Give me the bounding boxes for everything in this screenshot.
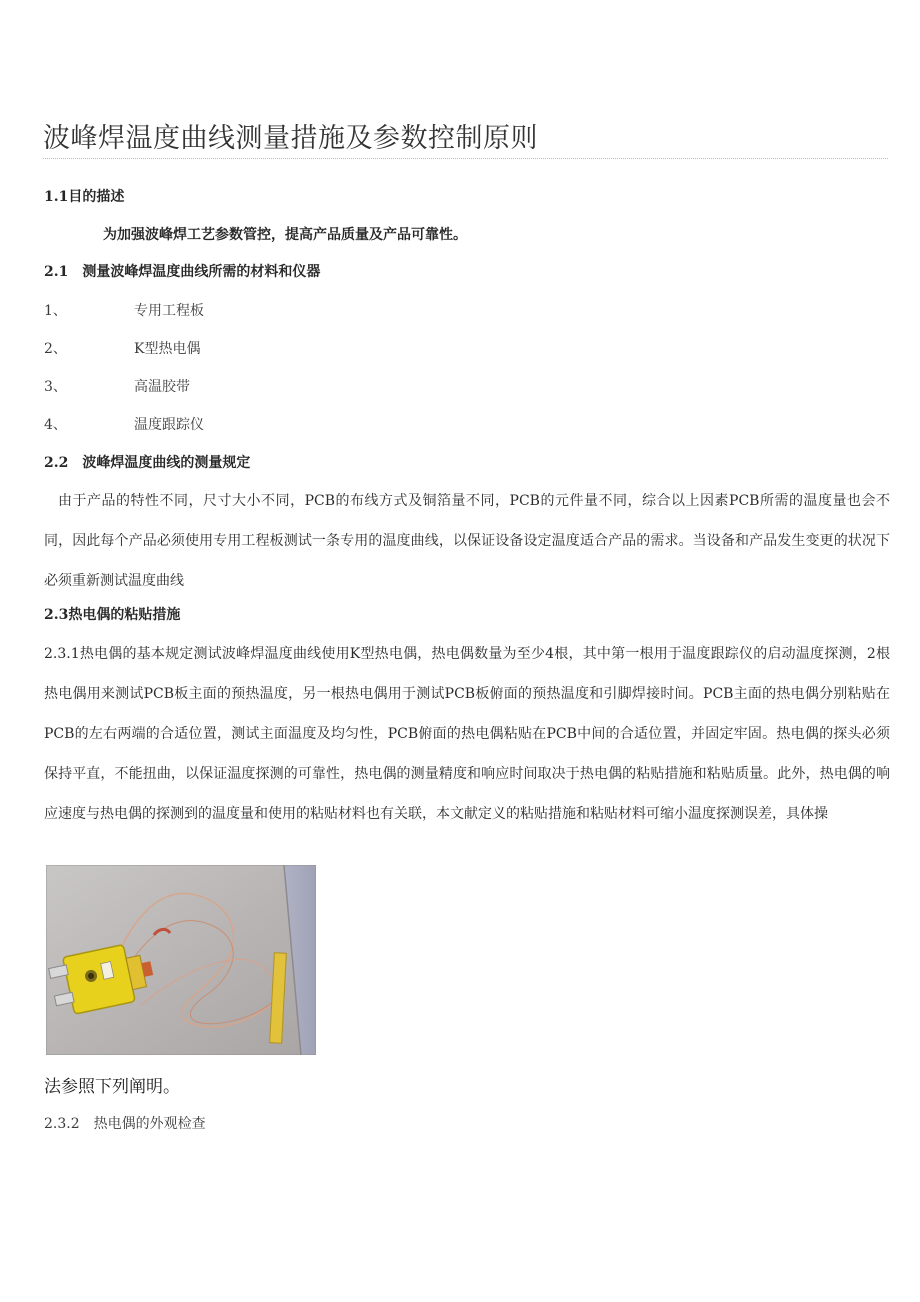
material-number: 3、	[44, 379, 67, 395]
material-label: 专用工程板	[134, 303, 204, 319]
section-2-1-heading: 2.1 测量波峰焊温度曲线所需的材料和仪器	[44, 264, 321, 280]
material-number: 1、	[44, 303, 67, 319]
section-1-1-heading: 1.1目的描述	[44, 189, 125, 205]
material-number: 2、	[44, 341, 67, 357]
continuation-text: 法参照下列阐明。	[44, 1077, 180, 1097]
material-label: 高温胶带	[134, 379, 190, 395]
material-item-3	[44, 377, 190, 397]
section-2-3-heading: 2.3热电偶的粘贴措施	[44, 607, 181, 623]
material-label: 温度跟踪仪	[134, 417, 204, 433]
section-2-2-body: 由于产品的特性不同，尺寸大小不同，PCB的布线方式及铜箔量不同，PCB的元件量不同，综合以上因素PCB所需的温度量也会不同，因此每个产品必须使用专用工程板测试一条专用的温度曲线，以保证设备设定温度适合产品的需求。当设备和产品发生变更的状况下必须重新测试温度曲线	[44, 493, 890, 589]
section-2-2-heading: 2.2 波峰焊温度曲线的测量规定	[44, 455, 251, 471]
title-divider	[43, 158, 888, 159]
material-number: 4、	[44, 417, 67, 433]
thermocouple-photo	[46, 865, 316, 1055]
material-label: K型热电偶	[134, 341, 201, 357]
material-item-1	[44, 301, 204, 321]
material-item-4	[44, 415, 204, 435]
section-2-3-2-heading: 2.3.2 热电偶的外观检查	[44, 1116, 206, 1132]
material-item-2	[44, 339, 200, 359]
section-2-3-1-body: 2.3.1热电偶的基本规定测试波峰焊温度曲线使用K型热电偶，热电偶数量为至少4根，其中第一根用于温度跟踪仪的启动温度探测，2根热电偶用来测试PCB板主面的预热温度，另一根热电偶用于测试PCB板俯面的预热温度和引脚焊接时间。PCB主面的热电偶分别粘贴在PCB的左右两端的合适位置，测试主面温度及均匀性，PCB俯面的热电偶粘贴在PCB中间的合适位置，并固定牢固。热电偶的探头必须保持平直，不能扭曲，以保证温度探测的可靠性，热电偶的测量精度和响应时间取决于热电偶的粘贴措施和粘贴质量。此外，热电偶的响应速度与热电偶的探测到的温度量和使用的粘贴材料也有关联，本文献定义的粘贴措施和粘贴材料可缩小温度探测误差，具体操	[44, 646, 890, 822]
section-1-1-body: 为加强波峰焊工艺参数管控，提高产品质量及产品可靠性。	[103, 227, 467, 243]
page-title: 波峰焊温度曲线测量措施及参数控制原则	[43, 123, 538, 154]
